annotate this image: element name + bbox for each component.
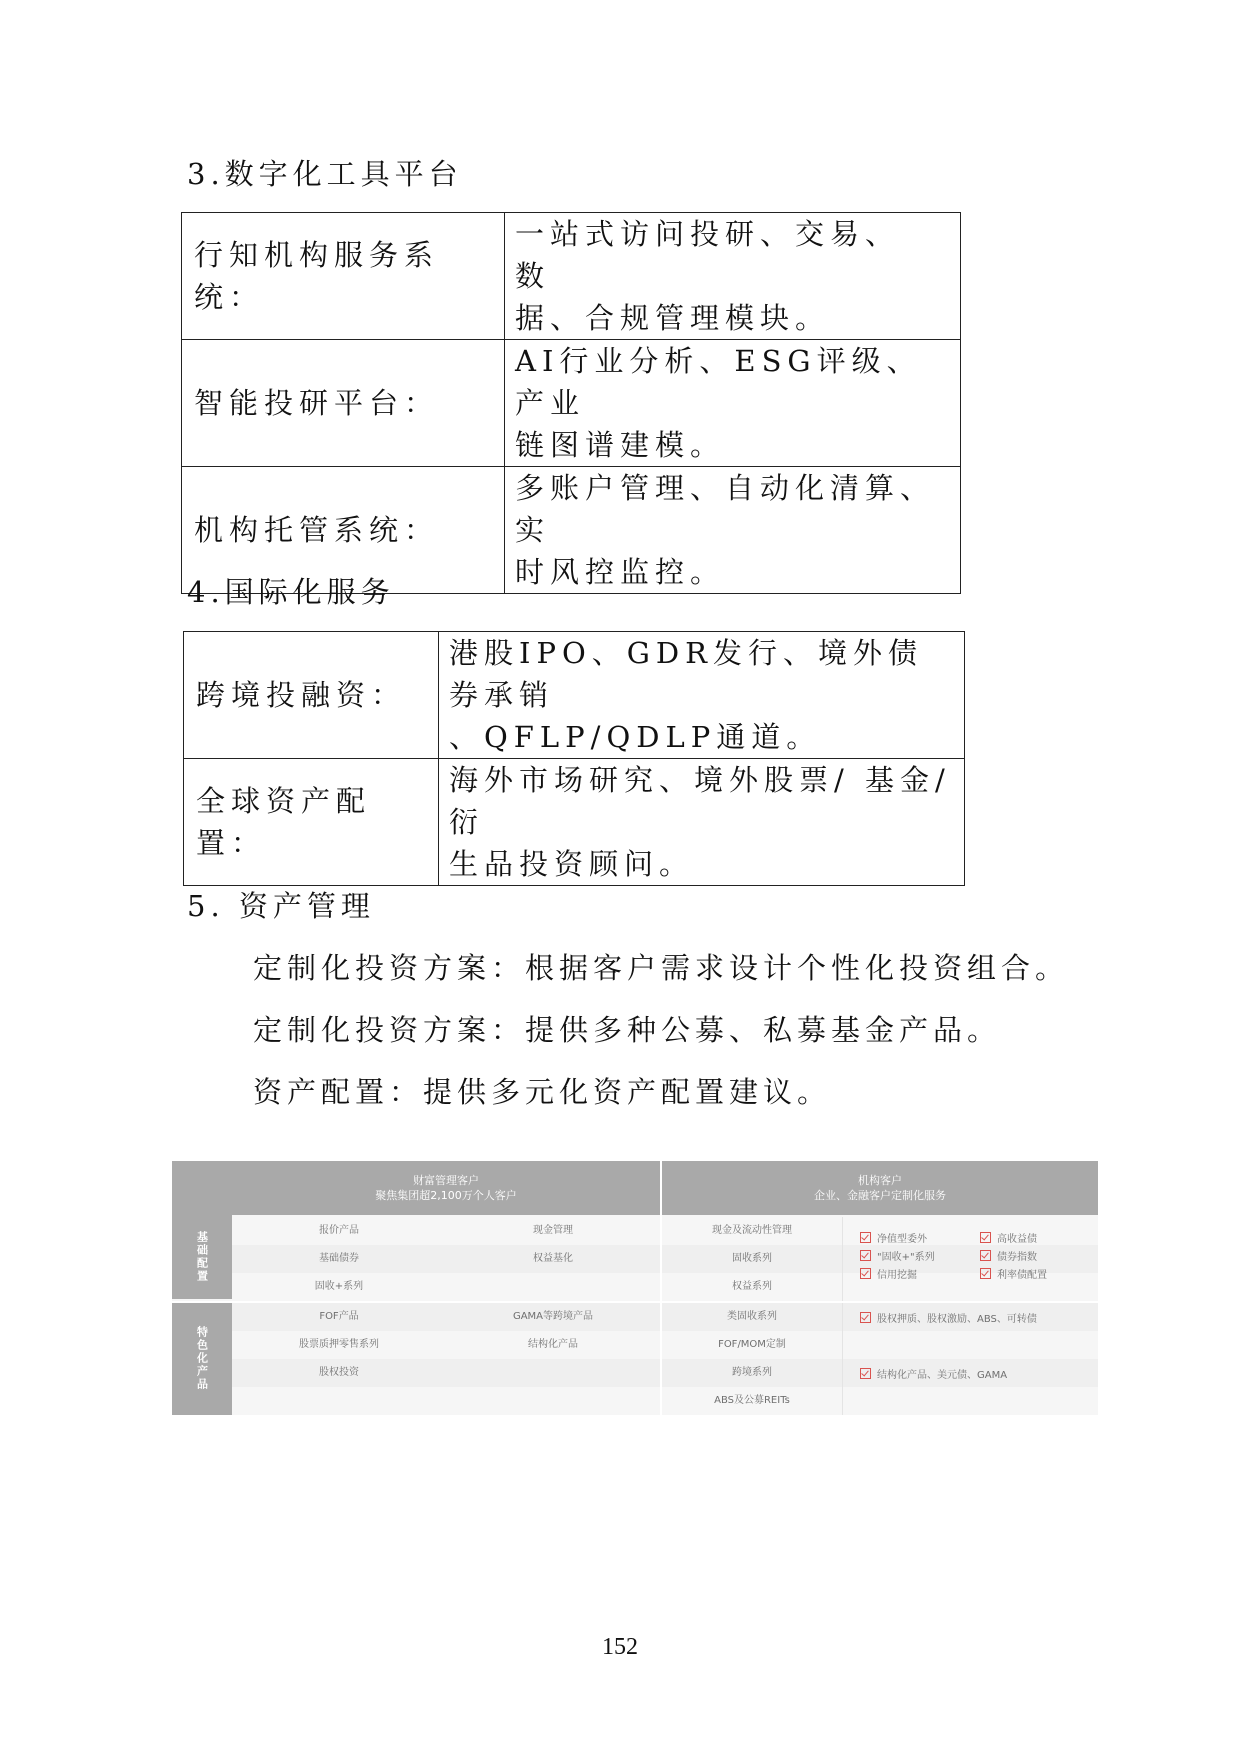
checkbox-icon [980, 1268, 991, 1279]
basic-config-label: 基础配置 [172, 1215, 232, 1299]
row-value: AI行业分析、ESG评级、产业 链图谱建模。 [505, 340, 961, 467]
matrix-row: 固收+系列 权益系列 [314, 1281, 772, 1292]
paragraph: 定制化投资方案：根据客户需求设计个性化投资组合。 [253, 951, 1070, 985]
checkbox-icon [860, 1312, 871, 1323]
paragraph: 资产配置：提供多元化资产配置建议。 [253, 1075, 832, 1109]
check-item: 利率债配置 [980, 1264, 1047, 1282]
checkbox-icon [860, 1268, 871, 1279]
section-5-heading: 5. 资产管理 [187, 889, 375, 923]
matrix-row: 基础债券 权益基化 固收系列 [232, 1245, 1098, 1273]
row-value: 海外市场研究、境外股票/ 基金/衍 生品投资顾问。 [439, 759, 965, 886]
checkbox-icon [860, 1232, 871, 1243]
table-row [182, 213, 961, 340]
checkbox-icon [860, 1250, 871, 1261]
row-label: 机构托管系统： [182, 467, 505, 594]
matrix-row: FOF产品 GAMA等跨境产品 类固收系列 [232, 1303, 1098, 1331]
check-item: 信用挖掘 [860, 1264, 917, 1282]
table-row [182, 340, 961, 467]
row-label: 行知机构服务系统： [182, 213, 505, 340]
checkbox-icon [980, 1232, 991, 1243]
matrix-row: 报价产品 现金管理 现金及流动性管理 [319, 1225, 792, 1236]
page-number: 152 [602, 1634, 638, 1660]
matrix-row: ABS及公募REITs [714, 1395, 790, 1406]
section-3-heading: 3.数字化工具平台 [187, 157, 463, 191]
check-item: 结构化产品、美元债、GAMA [860, 1364, 1007, 1382]
matrix-corner [172, 1161, 232, 1215]
row-label: 跨境投融资： [184, 632, 439, 759]
check-item: "固收+"系列 [860, 1246, 935, 1264]
row-divider [172, 1301, 1098, 1303]
row-label: 智能投研平台： [182, 340, 505, 467]
check-item: 股权押质、股权激励、ABS、可转债 [860, 1308, 1037, 1326]
check-item: 债券指数 [980, 1246, 1037, 1264]
product-matrix-figure [172, 1161, 1098, 1415]
column-divider [842, 1217, 843, 1415]
row-value: 一站式访问投研、交易、 数 据、合规管理模块。 [505, 213, 961, 340]
checkbox-icon [980, 1250, 991, 1261]
section-4-heading: 4.国际化服务 [187, 575, 395, 609]
row-label: 全球资产配置： [184, 759, 439, 886]
special-products-label: 特色化产品 [172, 1301, 232, 1415]
check-item: 净值型委外 [860, 1228, 927, 1246]
wealth-header: 财富管理客户 聚焦集团超2,100万个人客户 [232, 1161, 660, 1215]
international-services-table [183, 631, 965, 886]
check-item: 高收益债 [980, 1228, 1037, 1246]
column-divider [660, 1161, 662, 1415]
digital-tools-table [181, 212, 961, 594]
paragraph: 定制化投资方案：提供多种公募、私募基金产品。 [253, 1013, 1002, 1047]
institution-header: 机构客户 企业、金融客户定制化服务 [662, 1161, 1098, 1215]
matrix-row: 股票质押零售系列 结构化产品 FOF/MOM定制 [299, 1339, 786, 1350]
row-value: 多账户管理、自动化清算、实 时风控监控。 [505, 467, 961, 594]
matrix-row: 股权投资 跨境系列 [232, 1359, 1098, 1387]
table-row [184, 632, 965, 759]
table-row [184, 759, 965, 886]
checkbox-icon [860, 1368, 871, 1379]
row-value: 港股IPO、GDR发行、境外债券承销 、QFLP/QDLP通道。 [439, 632, 965, 759]
